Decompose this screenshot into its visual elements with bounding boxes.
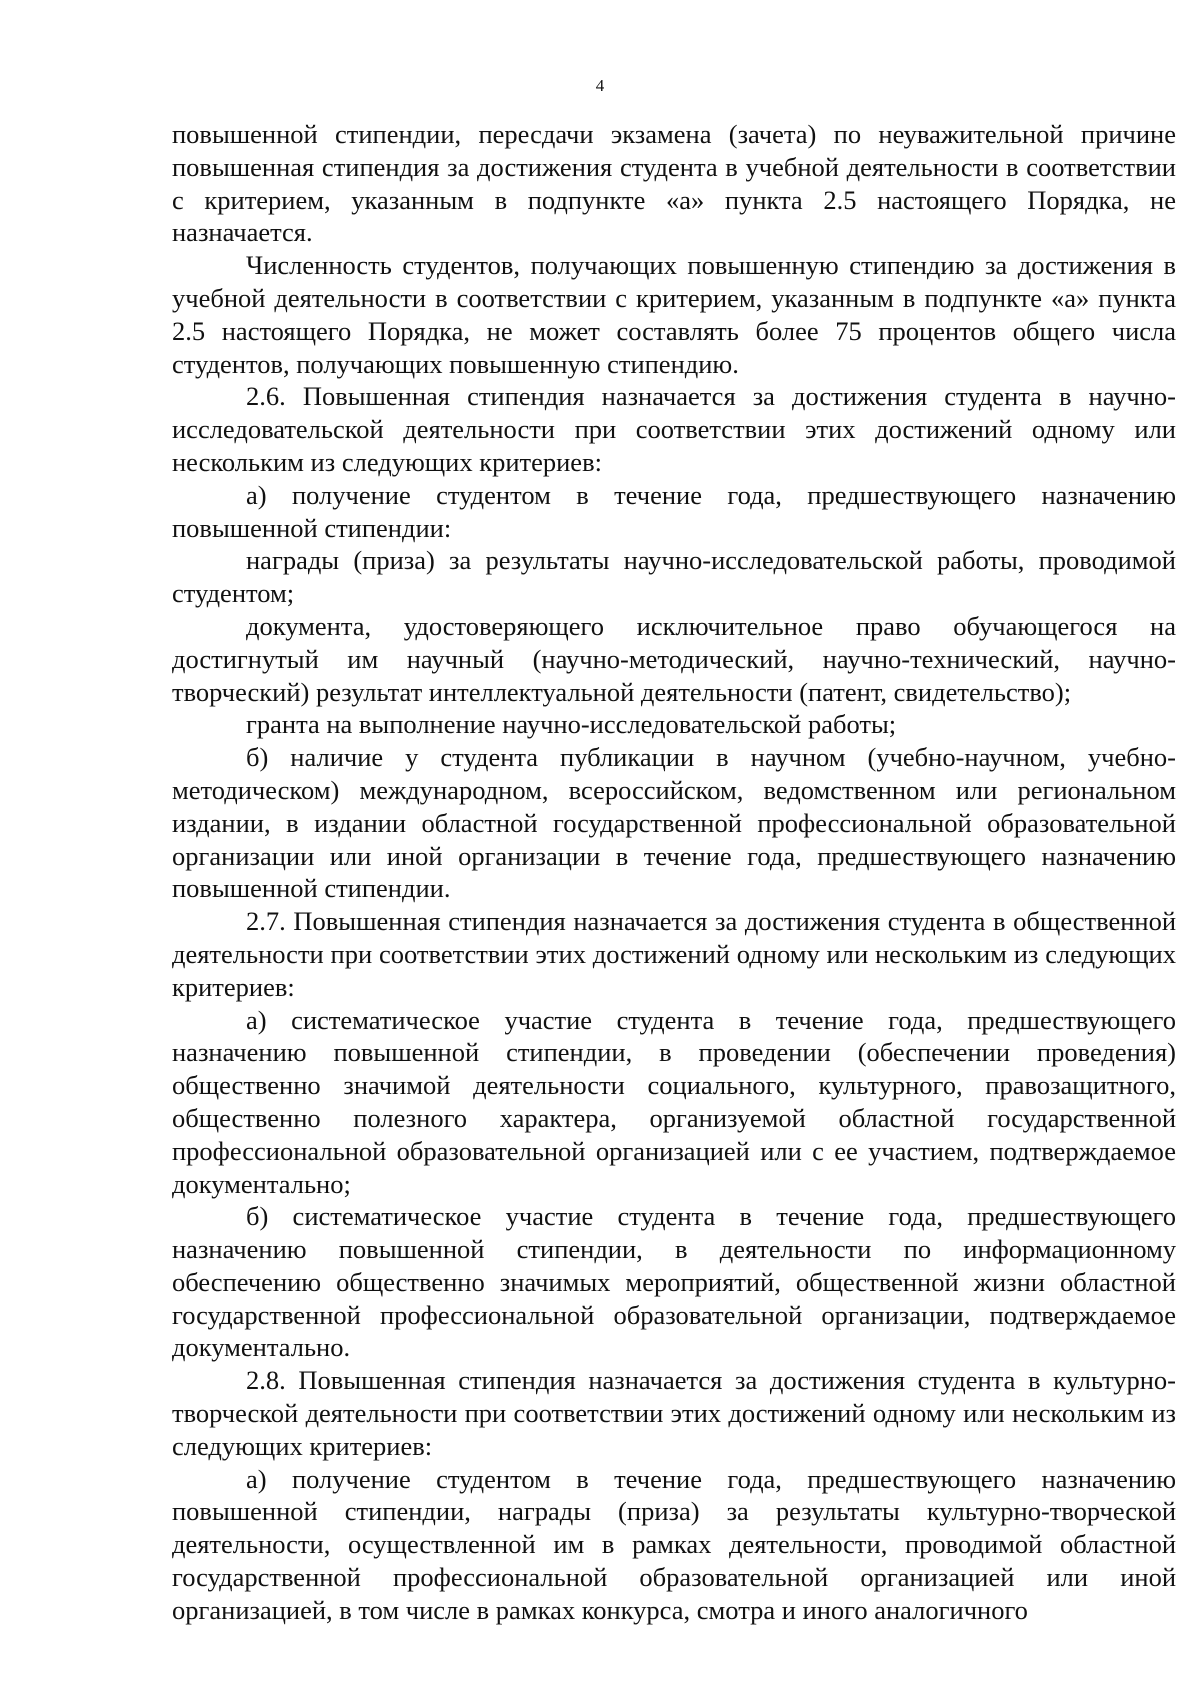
paragraph-2-6-a: а) получение студентом в течение года, предшествующего назначению повышенной стипендии: (172, 479, 1176, 543)
paragraph-2-6-b: б) наличие у студента публикации в научном (учебно-научном, учебно-методическом) международном, всероссийском, ведомственном или региональном издании, в издании областной государственной профессиональной образовательной организации или иной организации в течение года, предшествующего назначению повышенной стипендии. (172, 742, 1176, 904)
paragraph-2-8-cultural: 2.8. Повышенная стипендия назначается за достижения студента в культурно-творческой деятельности при соответствии этих достижений одному или нескольким из следующих критериев: (172, 1365, 1176, 1461)
paragraph-student-count-limit: Численность студентов, получающих повышенную стипендию за достижения в учебной деятельности в соответствии с критерием, указанным в подпункте «а» пункта 2.5 настоящего Порядка, не может составлять более 75 процентов общего числа студентов, получающих повышенную стипендию. (172, 250, 1176, 379)
paragraph-2-6-grant: гранта на выполнение научно-исследовательской работы; (246, 709, 897, 740)
paragraph-2-7-public: 2.7. Повышенная стипендия назначается за достижения студента в общественной деятельности при соответствии этих достижений одному или нескольким из следующих критериев: (172, 906, 1176, 1002)
paragraph-2-6-document: документа, удостоверяющего исключительное право обучающегося на достигнутый им научный (научно-методический, научно-технический, научно-творческий) результат интеллектуальной деятельности (патент, свидетельство); (172, 610, 1176, 707)
page-number: 4 (595, 76, 605, 95)
paragraph-2-8-a: а) получение студентом в течение года, предшествующего назначению повышенной стипендии, награды (приза) за результаты культурно-творческой деятельности, осуществленной им в рамках деятельности, проводимой областной государственной профессиональной образовательной организацией или иной организацией, в том числе в рамках конкурса, смотра и иного аналогичного (172, 1463, 1176, 1625)
paragraph-scholarship-not-assigned: повышенной стипендии, пересдачи экзамена (зачета) по неуважительной причине повышенная стипендия за достижения студента в учебной деятельности в соответствии с критерием, указанным в подпункте «а» пункта 2.5 настоящего Порядка, не назначается. (172, 119, 1176, 248)
paragraph-2-6-research: 2.6. Повышенная стипендия назначается за достижения студента в научно-исследовательской деятельности при соответствии этих достижений одному или нескольким из следующих критериев: (172, 381, 1176, 477)
paragraph-2-7-b: б) систематическое участие студента в течение года, предшествующего назначению повышенной стипендии, в деятельности по информационному обеспечению общественно значимых мероприятий, общественной жизни областной государственной профессиональной образовательной организации, подтверждаемое документально. (172, 1201, 1176, 1363)
document-body (172, 118, 1176, 1627)
paragraph-2-7-a: а) систематическое участие студента в течение года, предшествующего назначению повышенной стипендии, в проведении (обеспечении проведения) общественно значимой деятельности социального, культурного, правозащитного, общественно полезного характера, организуемой областной государственной профессиональной образовательной организацией или с ее участием, подтверждаемое документально; (172, 1004, 1176, 1199)
paragraph-2-6-award: награды (приза) за результаты научно-исследовательской работы, проводимой студентом; (172, 545, 1176, 609)
